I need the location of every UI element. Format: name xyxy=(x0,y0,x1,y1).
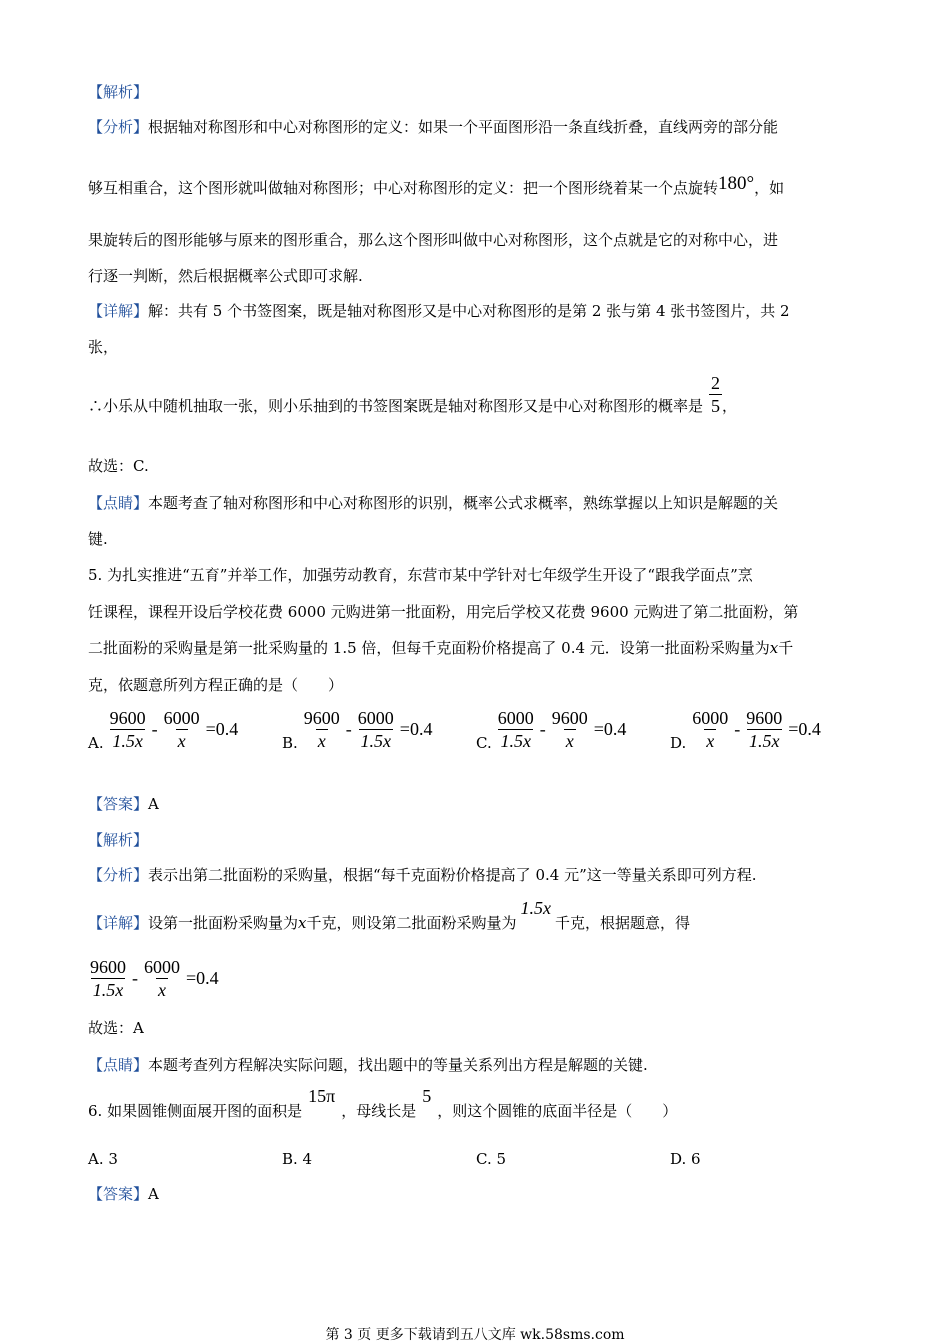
text: ，则这个圆锥的底面半径是（ ） xyxy=(437,1102,678,1120)
text: 千 xyxy=(778,639,794,657)
numerator: 9600 xyxy=(746,707,783,728)
text: ∴小乐从中随机抽取一张，则小乐抽到的书签图案既是轴对称图形又是中心对称图形的概率是 xyxy=(88,396,704,415)
numerator: 6000 xyxy=(144,957,180,977)
q5-option-b xyxy=(282,706,432,752)
q5-answer xyxy=(88,794,159,814)
q5-stem-line-4: 克，依题意所列方程正确的是（ ） xyxy=(88,676,344,694)
comment-label: 【点睛】 xyxy=(88,494,149,512)
text: ，母线长是 xyxy=(341,1102,417,1120)
minus-sign: - xyxy=(734,718,741,739)
page-footer: 第 3 页 更多下载请到五八文库 wk.58sms.com xyxy=(325,1327,625,1343)
text: 6. 如果圆锥侧面展开图的面积是 xyxy=(88,1102,303,1120)
option-label: A. xyxy=(88,734,104,752)
option-label: B. xyxy=(282,734,298,752)
text: 本题考查列方程解决实际问题，找出题中的等量关系列出方程是解题的关键. xyxy=(148,1056,648,1074)
minus-sign: - xyxy=(151,718,158,739)
q6-option-b: B. 4 xyxy=(282,1150,313,1168)
detail-label: 【详解】 xyxy=(88,302,149,320)
denominator: 1.5x xyxy=(749,730,780,751)
numerator: 6000 xyxy=(692,707,729,728)
q5-option-d xyxy=(670,706,821,752)
denominator: x xyxy=(706,730,715,751)
q6-option-a: A. 3 xyxy=(88,1150,118,1168)
text: 根据轴对称图形和中心对称图形的定义：如果一个平面图形沿一条直线折叠，直线两旁的部分能 xyxy=(148,118,779,136)
q4-comment-line-2: 键. xyxy=(88,530,108,548)
denominator: 1.5x xyxy=(112,730,143,751)
probability-fraction xyxy=(709,372,722,417)
fraction xyxy=(550,707,590,752)
option-label: C. xyxy=(476,734,492,752)
analysis-heading: 【解析】 xyxy=(88,83,149,101)
fraction xyxy=(690,707,730,752)
q4-comment-line-1 xyxy=(88,493,778,513)
denominator: x xyxy=(177,730,186,751)
fraction xyxy=(744,707,784,752)
rhs: =0.4 xyxy=(205,718,239,739)
q5-analysis-heading: 【解析】 xyxy=(88,831,149,849)
expression-1-5x: 1.5x xyxy=(520,898,552,918)
variable-x: x xyxy=(298,914,307,932)
fraction xyxy=(302,707,342,752)
numerator: 6000 xyxy=(497,707,534,728)
rhs: =0.4 xyxy=(399,718,433,739)
text: 二批面粉的采购量是第一批采购量的 1.5 倍，但每千克面粉价格提高了 0.4 元．设第一批面粉采购量为 xyxy=(88,639,770,657)
q5-choice: 故选：A xyxy=(88,1019,144,1037)
denominator: 1.5x xyxy=(92,980,124,1000)
denominator: 1.5x xyxy=(500,730,531,751)
variable-x: x xyxy=(769,639,779,657)
q4-analysis-line-4: 行逐一判断，然后根据概率公式即可求解. xyxy=(88,267,363,285)
answer-value: A xyxy=(148,795,159,813)
fraction-denominator: 5 xyxy=(711,396,721,416)
area-15pi: 15π xyxy=(308,1086,336,1106)
minus-sign: - xyxy=(539,718,546,739)
fraction xyxy=(88,956,128,1001)
q6-stem xyxy=(88,1086,678,1121)
q4-choice: 故选：C. xyxy=(88,457,149,475)
text: 表示出第二批面粉的采购量，根据“每千克面粉价格提高了 0.4 元”这一等量关系即可列方程. xyxy=(148,866,757,884)
fraction-numerator: 2 xyxy=(711,373,721,393)
q5-option-a xyxy=(88,706,238,752)
answer-label: 【答案】 xyxy=(88,795,149,813)
answer-value: A xyxy=(148,1185,159,1203)
fraction xyxy=(108,707,148,752)
q5-stem-line-2: 饪课程，课程开设后学校花费 6000 元购进第一批面粉，用完后学校又花费 9600 元购进了第二批面粉，第 xyxy=(88,603,799,621)
text: 解：共有 5 个书签图案，既是轴对称图形又是中心对称图形的是第 2 张与第 4 张书签图片，共 2 xyxy=(148,302,790,320)
detail-label: 【详解】 xyxy=(88,914,149,932)
text: ， xyxy=(722,396,738,415)
q5-equation xyxy=(88,956,219,1001)
comment-label: 【点睛】 xyxy=(88,1056,149,1074)
text: 千克，则设第二批面粉采购量为 xyxy=(306,914,517,932)
text: 设第一批面粉采购量为 xyxy=(148,914,299,932)
q4-detail-line-3 xyxy=(88,372,737,417)
denominator: x xyxy=(565,730,574,751)
q5-stem-line-1: 5. 为扎实推进“五育”并举工作，加强劳动教育，东营市某中学针对七年级学生开设了“跟我学面点”烹 xyxy=(88,566,753,584)
denominator: x xyxy=(158,980,166,1000)
fraction xyxy=(496,707,536,752)
q6-answer xyxy=(88,1184,159,1204)
q4-analysis-line-1 xyxy=(88,117,778,137)
fraction xyxy=(142,956,182,1001)
q4-analysis-line-2 xyxy=(88,173,785,198)
answer-label: 【答案】 xyxy=(88,1185,149,1203)
fraction xyxy=(356,707,396,752)
q6-option-c: C. 5 xyxy=(476,1150,507,1168)
numerator: 9600 xyxy=(551,707,588,728)
denominator: x xyxy=(317,730,326,751)
option-label: D. xyxy=(670,734,687,752)
q5-option-c xyxy=(476,706,626,752)
q5-comment xyxy=(88,1055,648,1075)
q5-detail xyxy=(88,898,691,933)
numerator: 6000 xyxy=(357,707,394,728)
q4-detail-line-2: 张， xyxy=(88,338,119,356)
rhs: =0.4 xyxy=(186,968,219,988)
analysis-label: 【分析】 xyxy=(88,118,149,136)
angle-180: 180° xyxy=(718,173,755,194)
q6-option-d: D. 6 xyxy=(670,1150,701,1168)
rhs: =0.4 xyxy=(788,718,821,739)
q4-detail-line-1 xyxy=(88,301,790,321)
q5-stem-line-3 xyxy=(88,638,793,658)
denominator: 1.5x xyxy=(360,730,392,751)
minus-sign: - xyxy=(132,968,138,988)
minus-sign: - xyxy=(345,718,352,739)
numerator: 9600 xyxy=(303,707,340,728)
text: 够互相重合，这个图形就叫做轴对称图形；中心对称图形的定义：把一个图形绕着某一个点旋转 xyxy=(88,179,719,197)
analysis-label: 【分析】 xyxy=(88,866,149,884)
text: 千克，根据题意，得 xyxy=(555,914,691,932)
q5-analysis xyxy=(88,865,757,885)
rhs: =0.4 xyxy=(593,718,627,739)
slant-5: 5 xyxy=(422,1086,432,1106)
numerator: 9600 xyxy=(109,707,146,728)
numerator: 6000 xyxy=(163,707,200,728)
text: ，如 xyxy=(754,179,785,197)
fraction xyxy=(162,707,202,752)
numerator: 9600 xyxy=(90,957,126,977)
text: 本题考查了轴对称图形和中心对称图形的识别，概率公式求概率，熟练掌握以上知识是解题的关 xyxy=(148,494,779,512)
q4-analysis-line-3: 果旋转后的图形能够与原来的图形重合，那么这个图形叫做中心对称图形，这个点就是它的对称中心，进 xyxy=(88,231,779,249)
